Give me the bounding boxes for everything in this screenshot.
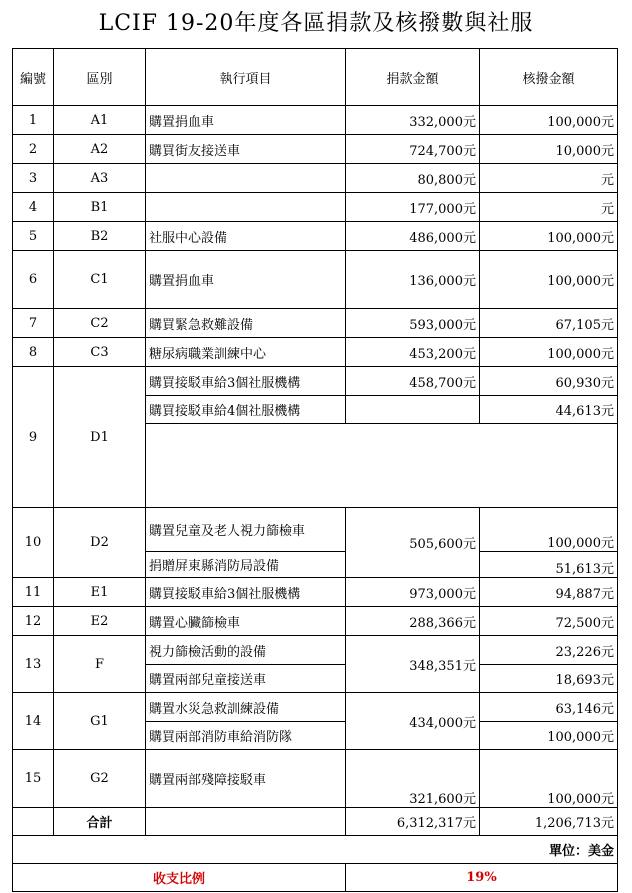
- row-project: 購買接駁車給3個社服機構: [146, 578, 346, 607]
- row-district: B2: [54, 222, 146, 251]
- row-district: G1: [54, 693, 146, 750]
- amount-value: 72,500: [555, 615, 601, 631]
- currency-suffix: 元: [600, 586, 614, 602]
- table-row: [13, 693, 618, 722]
- amount-value: 80,800: [417, 172, 463, 188]
- table-row: [13, 164, 618, 193]
- row-project: 視力篩檢活動的設備: [146, 636, 346, 665]
- currency-suffix: 元: [462, 658, 476, 674]
- table-row: [13, 193, 618, 222]
- total-row: [13, 808, 618, 836]
- row-district: E1: [54, 578, 146, 607]
- table-row: [13, 607, 618, 636]
- row-number: 6: [13, 251, 54, 309]
- unit-note: 單位：美金: [13, 836, 618, 864]
- table-row: [13, 338, 618, 367]
- amount-value: 321,600: [409, 792, 463, 807]
- currency-suffix: 元: [462, 114, 476, 130]
- amount-value: 332,000: [409, 114, 463, 130]
- currency-suffix: 元: [462, 537, 476, 552]
- row-project: 糖尿病職業訓練中心: [146, 338, 346, 367]
- row-project: 購置捐血車: [146, 251, 346, 309]
- row-number: 7: [13, 309, 54, 338]
- currency-suffix: 元: [462, 615, 476, 631]
- currency-suffix: 元: [600, 346, 614, 362]
- table-row: [13, 750, 618, 808]
- row-project: 捐贈屏東縣消防局設備: [146, 552, 346, 578]
- currency-suffix: 元: [600, 536, 614, 551]
- amount-value: 67,105: [555, 317, 601, 333]
- currency-suffix: 元: [462, 586, 476, 602]
- row-number: 5: [13, 222, 54, 251]
- currency-suffix: 元: [462, 715, 476, 731]
- row-project: [146, 193, 346, 222]
- currency-suffix: 元: [600, 730, 614, 745]
- currency-suffix: 元: [600, 644, 614, 660]
- row-district: F: [54, 636, 146, 693]
- row-number: 15: [13, 750, 54, 808]
- table-row: [13, 367, 618, 396]
- currency-suffix: 元: [600, 375, 614, 391]
- row-number: 3: [13, 164, 54, 193]
- header-district: 區別: [54, 49, 146, 106]
- currency-suffix: 元: [600, 404, 614, 419]
- amount-value: 458,700: [409, 375, 463, 391]
- row-project: 購買兩部消防車給消防隊: [146, 722, 346, 750]
- currency-suffix: 元: [600, 816, 614, 831]
- amount-value: 44,613: [555, 404, 601, 419]
- table-row: [13, 636, 618, 665]
- amount-value: 505,600: [409, 537, 463, 552]
- amount-value: 63,146: [555, 701, 601, 717]
- currency-suffix: 元: [600, 792, 614, 807]
- amount-value: 51,613: [555, 562, 601, 577]
- row-number: 4: [13, 193, 54, 222]
- amount-value: 18,693: [555, 673, 601, 688]
- amount-value: 486,000: [409, 230, 463, 246]
- currency-suffix: 元: [462, 816, 476, 831]
- row-district: E2: [54, 607, 146, 636]
- row-project: [146, 164, 346, 193]
- amount-value: 100,000: [547, 730, 601, 745]
- donation-table: [12, 48, 618, 892]
- row-project: 購買緊急救難設備: [146, 309, 346, 338]
- row-number: 1: [13, 106, 54, 135]
- ratio-row: [13, 864, 618, 892]
- header-grant: 核撥金額: [480, 49, 618, 106]
- table-row: [13, 106, 618, 135]
- amount-value: 288,366: [409, 615, 463, 631]
- currency-suffix: 元: [462, 172, 476, 188]
- amount-value: 724,700: [409, 143, 463, 159]
- row-number: 2: [13, 135, 54, 164]
- row-district: C3: [54, 338, 146, 367]
- row-project-empty: [146, 424, 618, 508]
- row-project: 購置兩部兒童接送車: [146, 665, 346, 693]
- amount-value: 100,000: [547, 230, 601, 246]
- row-project: 購買街友接送車: [146, 135, 346, 164]
- amount-value: 136,000: [409, 274, 463, 289]
- row-number: 14: [13, 693, 54, 750]
- amount-value: 100,000: [547, 792, 601, 807]
- row-project: 社服中心設備: [146, 222, 346, 251]
- amount-value: 23,226: [555, 644, 601, 660]
- header-donation: 捐款金額: [346, 49, 480, 106]
- row-district: A3: [54, 164, 146, 193]
- table-row: [13, 222, 618, 251]
- amount-value: 177,000: [409, 201, 463, 217]
- amount-value: 94,887: [555, 586, 601, 602]
- table-row: [13, 578, 618, 607]
- row-district: A1: [54, 106, 146, 135]
- row-number: 11: [13, 578, 54, 607]
- row-project: 購置水災急救訓練設備: [146, 693, 346, 722]
- currency-suffix: 元: [600, 701, 614, 717]
- donation-empty: [346, 396, 480, 424]
- row-district: D2: [54, 508, 146, 578]
- currency-suffix: 元: [462, 230, 476, 246]
- currency-suffix: 元: [462, 792, 476, 807]
- row-number: 10: [13, 508, 54, 578]
- currency-suffix: 元: [600, 114, 614, 130]
- currency-suffix: 元: [462, 201, 476, 217]
- page-title: LCIF 19-20年度各區捐款及核撥數與社服: [98, 11, 534, 36]
- currency-suffix: 元: [600, 673, 614, 688]
- currency-suffix: 元: [600, 317, 614, 333]
- ratio-label: 收支比例: [13, 864, 346, 892]
- currency-suffix: 元: [600, 615, 614, 631]
- row-district: B1: [54, 193, 146, 222]
- currency-suffix: 元: [462, 346, 476, 362]
- total-blank: [13, 808, 54, 836]
- row-district: D1: [54, 367, 146, 508]
- currency-suffix: 元: [600, 172, 614, 188]
- row-project: 購買接駁車給3個社服機構: [146, 367, 346, 396]
- currency-suffix: 元: [600, 230, 614, 246]
- row-project: 購買接駁車給4個社服機構: [146, 396, 346, 424]
- amount-value: 60,930: [555, 375, 601, 391]
- currency-suffix: 元: [600, 201, 614, 217]
- amount-value: 10,000: [555, 143, 601, 159]
- table-row: [13, 135, 618, 164]
- table-row: [13, 508, 618, 552]
- header-no: 編號: [13, 49, 54, 106]
- row-project: 購置捐血車: [146, 106, 346, 135]
- currency-suffix: 元: [600, 562, 614, 577]
- table-row: [13, 251, 618, 309]
- currency-suffix: 元: [462, 274, 476, 289]
- currency-suffix: 元: [600, 143, 614, 159]
- amount-value: 348,351: [409, 658, 463, 674]
- row-number: 12: [13, 607, 54, 636]
- header-project: 執行項目: [146, 49, 346, 106]
- row-number: 9: [13, 367, 54, 508]
- currency-suffix: 元: [462, 143, 476, 159]
- amount-value: 453,200: [409, 346, 463, 362]
- currency-suffix: 元: [600, 274, 614, 289]
- row-district: C1: [54, 251, 146, 309]
- row-project: 購置兩部殘障接駁車: [146, 750, 346, 808]
- row-district: C2: [54, 309, 146, 338]
- row-district: A2: [54, 135, 146, 164]
- amount-value: 100,000: [547, 536, 601, 551]
- unit-row: [13, 836, 618, 864]
- total-label: 合計: [54, 808, 146, 836]
- amount-value: 1,206,713: [534, 816, 601, 831]
- amount-value: 6,312,317: [396, 816, 463, 831]
- table-row: [13, 309, 618, 338]
- amount-value: 973,000: [409, 586, 463, 602]
- amount-value: 100,000: [547, 346, 601, 362]
- row-project: 購置心臟篩檢車: [146, 607, 346, 636]
- amount-value: 434,000: [409, 715, 463, 731]
- ratio-value: 19%: [346, 864, 618, 892]
- row-number: 13: [13, 636, 54, 693]
- row-project: 購置兒童及老人視力篩檢車: [146, 508, 346, 552]
- amount-value: 100,000: [547, 274, 601, 289]
- amount-value: 100,000: [547, 114, 601, 130]
- header-row: [13, 49, 618, 106]
- amount-value: 593,000: [409, 317, 463, 333]
- currency-suffix: 元: [462, 317, 476, 333]
- row-number: 8: [13, 338, 54, 367]
- currency-suffix: 元: [462, 375, 476, 391]
- row-district: G2: [54, 750, 146, 808]
- total-project-blank: [146, 808, 346, 836]
